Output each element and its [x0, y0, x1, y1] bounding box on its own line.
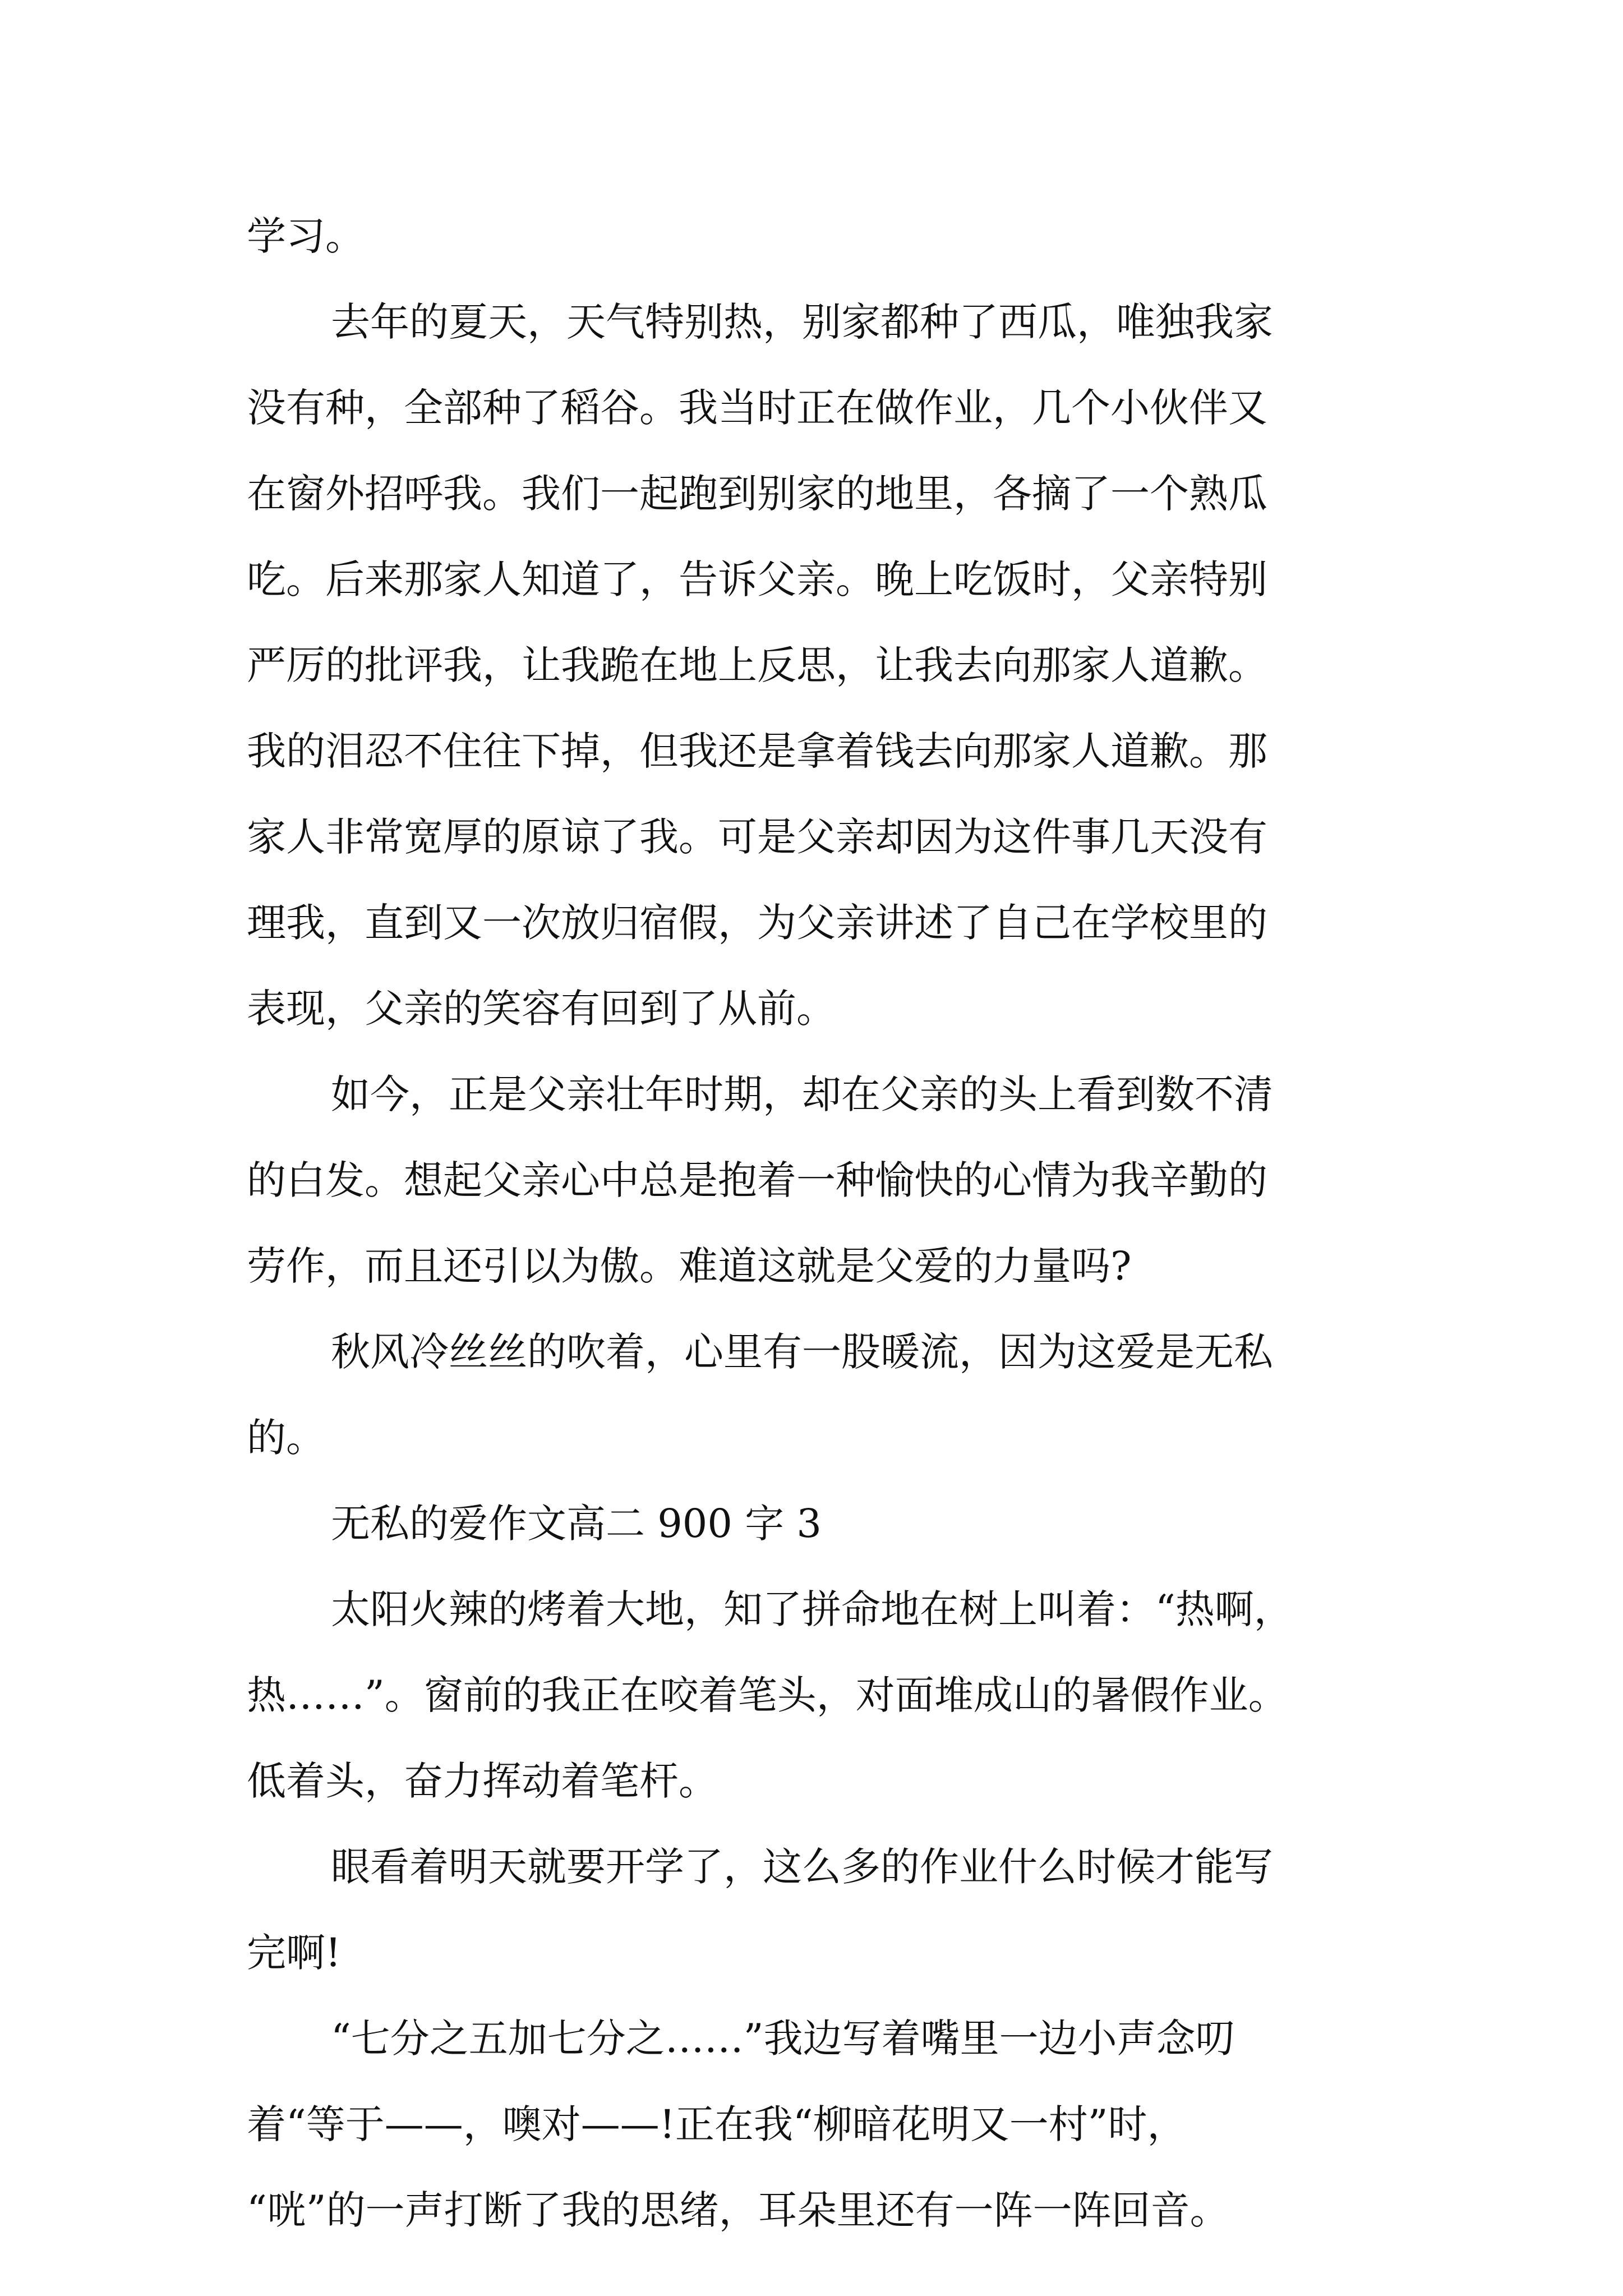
paragraph-start-line: 如今，正是父亲壮年时期，却在父亲的头上看到数不清	[331, 1071, 1273, 1117]
text-line: 严厉的批评我，让我跪在地上反思，让我去向那家人道歉。	[247, 642, 1267, 688]
text-line: “咣”的一声打断了我的思绪，耳朵里还有一阵一阵回音。	[247, 2187, 1229, 2233]
section-heading: 无私的爱作文高二 900 字 3	[331, 1501, 822, 1547]
text-line: 低着头，奋力挥动着笔杆。	[247, 1758, 718, 1804]
text-line: 热……”。窗前的我正在咬着笔头，对面堆成山的暑假作业。	[247, 1672, 1288, 1718]
text-line: 的白发。想起父亲心中总是抱着一种愉快的心情为我辛勤的	[247, 1157, 1267, 1203]
text-line: 在窗外招呼我。我们一起跑到别家的地里，各摘了一个熟瓜	[247, 471, 1267, 517]
text-line: 表现，父亲的笑容有回到了从前。	[247, 986, 836, 1032]
text-line: 没有种，全部种了稻谷。我当时正在做作业，几个小伙伴又	[247, 385, 1267, 431]
paragraph-start-line: “七分之五加七分之……”我边写着嘴里一边小声念叨	[331, 2016, 1235, 2062]
text-line: 完啊!	[247, 1930, 342, 1976]
paragraph-start-line: 眼看着明天就要开学了，这么多的作业什么时候才能写	[331, 1844, 1273, 1890]
article-body	[247, 194, 1391, 2253]
text-line: 理我，直到又一次放归宿假，为父亲讲述了自己在学校里的	[247, 900, 1267, 946]
text-line: 家人非常宽厚的原谅了我。可是父亲却因为这件事几天没有	[247, 814, 1267, 860]
text-line: 我的泪忍不住往下掉，但我还是拿着钱去向那家人道歉。那	[247, 728, 1267, 774]
text-line: 着“等于——，噢对——!正在我“柳暗花明又一村”时，	[247, 2101, 1187, 2147]
paragraph-start-line: 秋风冷丝丝的吹着，心里有一股暖流，因为这爱是无私	[331, 1329, 1273, 1375]
text-line: 学习。	[247, 213, 365, 259]
text-line: 的。	[247, 1415, 325, 1461]
paragraph-start-line: 太阳火辣的烤着大地，知了拼命地在树上叫着：“热啊，	[331, 1586, 1293, 1632]
text-line: 劳作，而且还引以为傲。难道这就是父爱的力量吗?	[247, 1243, 1132, 1289]
text-line: 吃。后来那家人知道了，告诉父亲。晚上吃饭时，父亲特别	[247, 556, 1267, 602]
paragraph-start-line: 去年的夏天，天气特别热，别家都种了西瓜，唯独我家	[331, 299, 1273, 345]
